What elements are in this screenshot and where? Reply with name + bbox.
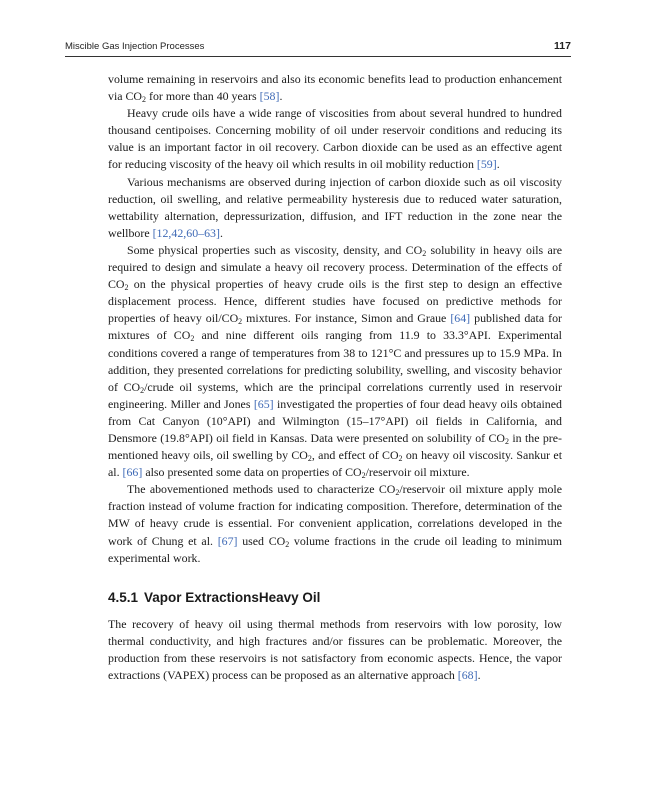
citation-64[interactable]: [64]	[450, 311, 471, 326]
paragraph-4: Some physical properties such as viscosity, density, and $CO_2$ solubility in heavy oils are required to design and simulate a heavy oil recovery process. Determination of the effects of $CO_2$ on the physical properties of heavy crude oils is the first step to design an effective displacement process. Hence, different studies have focused on predictive methods for properties of heavy oil/$CO_2$ mixtures. For instance, Simon and Graue [64] published data for mixtures of $CO_2$ and nine different oils ranging from 11.9 to 33.3°API. Experimental conditions covered a range of temperatures from 38 to 121°C and pressures up to 15.9 MPa. In addition, they presented correlations for predicting solubility, swelling, and viscosity behavior of $CO_2$/crude oil systems, which are the principal correlations currently used in reservoir engineering. Miller and Jones [65] investigated the properties of four dead heavy oils obtained from Cat Canyon (10°API) and Wilmington (15–17°API) oil fields in California, and Densmore (19.8°API) oil field in Kansas. Data were presented on solubility of $CO_2$ in the prementioned heavy oils, oil swelling by $CO_2$, and effect of $CO_2$ on heavy oil viscosity. Sankur et al. [66] also presented some data on properties of $CO_2$/reservoir oil mixture.	[108, 242, 563, 481]
citation-67[interactable]: [67]	[217, 533, 238, 548]
citation-58[interactable]: [58]	[259, 89, 280, 104]
page-number: 117	[554, 40, 571, 52]
section-heading	[108, 590, 562, 606]
citation-59[interactable]: [59]	[476, 157, 497, 172]
citation-65[interactable]: [65]	[253, 396, 274, 411]
paragraph-3: Various mechanisms are observed during injection of carbon dioxide such as oil viscosity reduction, oil swelling, and relative permeability hysteresis due to reduced water saturation, wettability alternation, depressurization, diffusion, and IFT reduction in the zone near the wellbore [12,42,60–63].	[108, 174, 562, 240]
header-rule	[65, 56, 571, 57]
paragraph-2: Heavy crude oils have a wide range of viscosities from about several hundred to hundred thousand centipoises. Concerning mobility of oil under reservoir conditions and reducing its value is an important factor in oil recovery. Carbon dioxide can be used as an effective agent for reducing viscosity of the heavy oil which results in oil mobility reduction [59].	[108, 106, 562, 172]
citation-68[interactable]: [68]	[457, 668, 478, 682]
citation-12-42-60-63[interactable]: [12,42,60–63]	[152, 225, 220, 240]
page-body	[108, 71, 562, 684]
paragraph-1: volume remaining in reservoirs and also its economic benefits lead to production enhancement via $CO_2$ for more than 40 years [58].	[108, 72, 562, 105]
paragraph-5: The abovementioned methods used to characterize $CO_2$/reservoir oil mixture apply mole fraction instead of volume fraction for indicating composition. Therefore, determination of the MW of heavy crude is essential. For convenient application, correlations developed in the work of Chung et al. [67] used $CO_2$ volume fractions in the crude oil leading to minimum experimental work.	[108, 482, 562, 565]
citation-66[interactable]: [66]	[122, 465, 143, 480]
paragraph-6: The recovery of heavy oil using thermal methods from reservoirs with low porosity, low thermal conductivity, and high fractures and/or fissures can be problematic. Moreover, the production from these reservoirs is not satisfactory from economic aspects. Hence, the vapor extractions (VAPEX) process can be proposed as an alternative approach [68].	[108, 616, 562, 682]
section-number: 4.5.1	[108, 589, 139, 605]
running-head	[65, 40, 571, 56]
running-title: Miscible Gas Injection Processes	[65, 41, 205, 52]
section-title: Vapor ExtractionsHeavy Oil	[144, 589, 321, 605]
